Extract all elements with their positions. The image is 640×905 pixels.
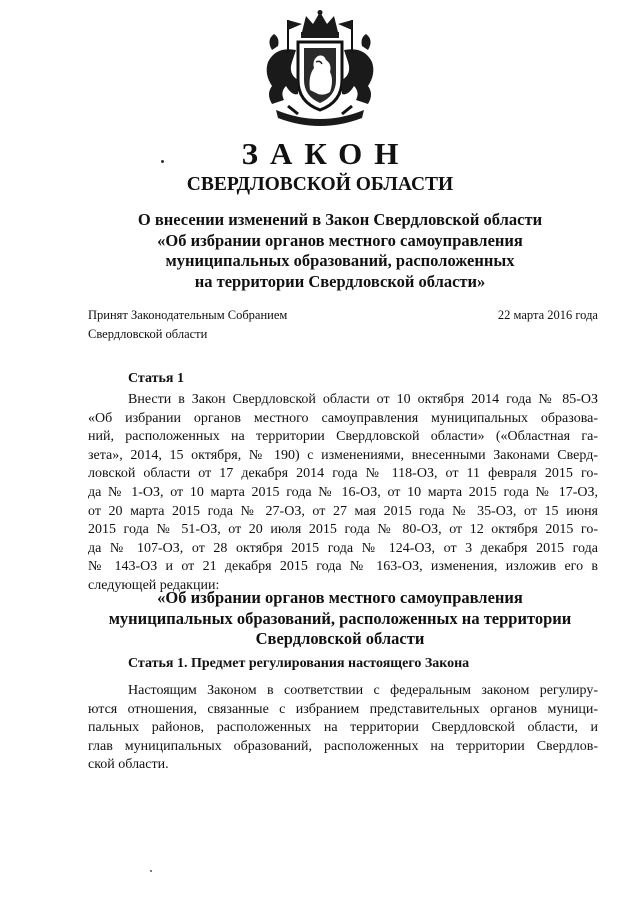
text-line: ются отношения, связанные с избранием представительных органов муници- [88, 701, 598, 717]
text-line: да № 1-ОЗ, от 10 марта 2015 года № 16-ОЗ, от 10 марта 2015 года № 17-ОЗ, [88, 484, 598, 500]
adopted-by-line: Свердловской области [88, 326, 208, 341]
text-line: ловской области от 17 декабря 2014 года № 118-ОЗ, от 11 февраля 2015 го- [88, 466, 598, 482]
text-line: Внести в Закон Свердловской области от 10 октября 2014 года № 85-ОЗ [128, 392, 598, 407]
quoted-article-1-title: Статья 1. Предмет регулирования настоящего Закона [128, 656, 470, 671]
law-heading-line: на территории Свердловской области» [194, 271, 486, 291]
text-line: ний, расположенных на территории Свердловской области» («Областная га- [88, 429, 598, 445]
text-line: Настоящим Законом в соответствии с федеральным законом регулиру- [128, 683, 598, 698]
text-line: пальных районов, расположенных на территории Свердловской области, и [88, 720, 598, 736]
text-line: да № 107-ОЗ, от 28 октября 2015 года № 124-ОЗ, от 3 декабря 2015 года [88, 540, 598, 556]
law-heading-line: «Об избрании органов местного самоуправления [157, 230, 523, 250]
quoted-law-heading [60, 588, 620, 650]
text-line: следующей редакции: [88, 577, 220, 593]
text-line: 2015 года № 51-ОЗ, от 20 июля 2015 года № 80-ОЗ, от 12 октября 2015 го- [88, 522, 598, 538]
law-title: ЗАКОН [241, 136, 411, 171]
text-line: «Об избрании органов местного самоуправления муниципальных образова- [88, 410, 598, 426]
region-title: СВЕРДЛОВСКОЙ ОБЛАСТИ [186, 174, 454, 195]
adoption-info [88, 306, 287, 343]
text-line: зета», 2014, 15 октября, № 190) с изменениями, внесенными Законами Сверд- [88, 447, 598, 463]
text-line: глав муниципальных образований, расположенных на территории Свердлов- [88, 738, 598, 754]
adoption-date: 22 марта 2016 года [497, 308, 598, 322]
coat-of-arms-emblem [258, 10, 382, 126]
quoted-heading-line: «Об избрании органов местного самоуправления [157, 588, 523, 607]
adopted-by-line: Принят Законодательным Собранием [88, 308, 288, 322]
text-line: ской области. [88, 757, 169, 773]
article-1-title: Статья 1 [128, 371, 184, 386]
quoted-heading-line: муниципальных образований, расположенных на территории [108, 608, 572, 628]
quoted-article-1-text [88, 682, 598, 775]
law-heading-line: О внесении изменений в Закон Свердловской области [137, 210, 543, 229]
law-heading-line: муниципальных образований, расположенных [165, 251, 515, 270]
text-line: № 143-ОЗ и от 21 декабря 2015 года № 163-ОЗ, изменения, изложив его в [88, 559, 598, 575]
article-1-text [88, 391, 598, 596]
quoted-heading-line: Свердловской области [255, 629, 425, 648]
law-heading [60, 210, 620, 292]
text-line: от 20 марта 2015 года № 27-ОЗ, от 27 мая 2015 года № 35-ОЗ, от 15 июня [88, 503, 598, 519]
scan-speck [150, 870, 152, 872]
